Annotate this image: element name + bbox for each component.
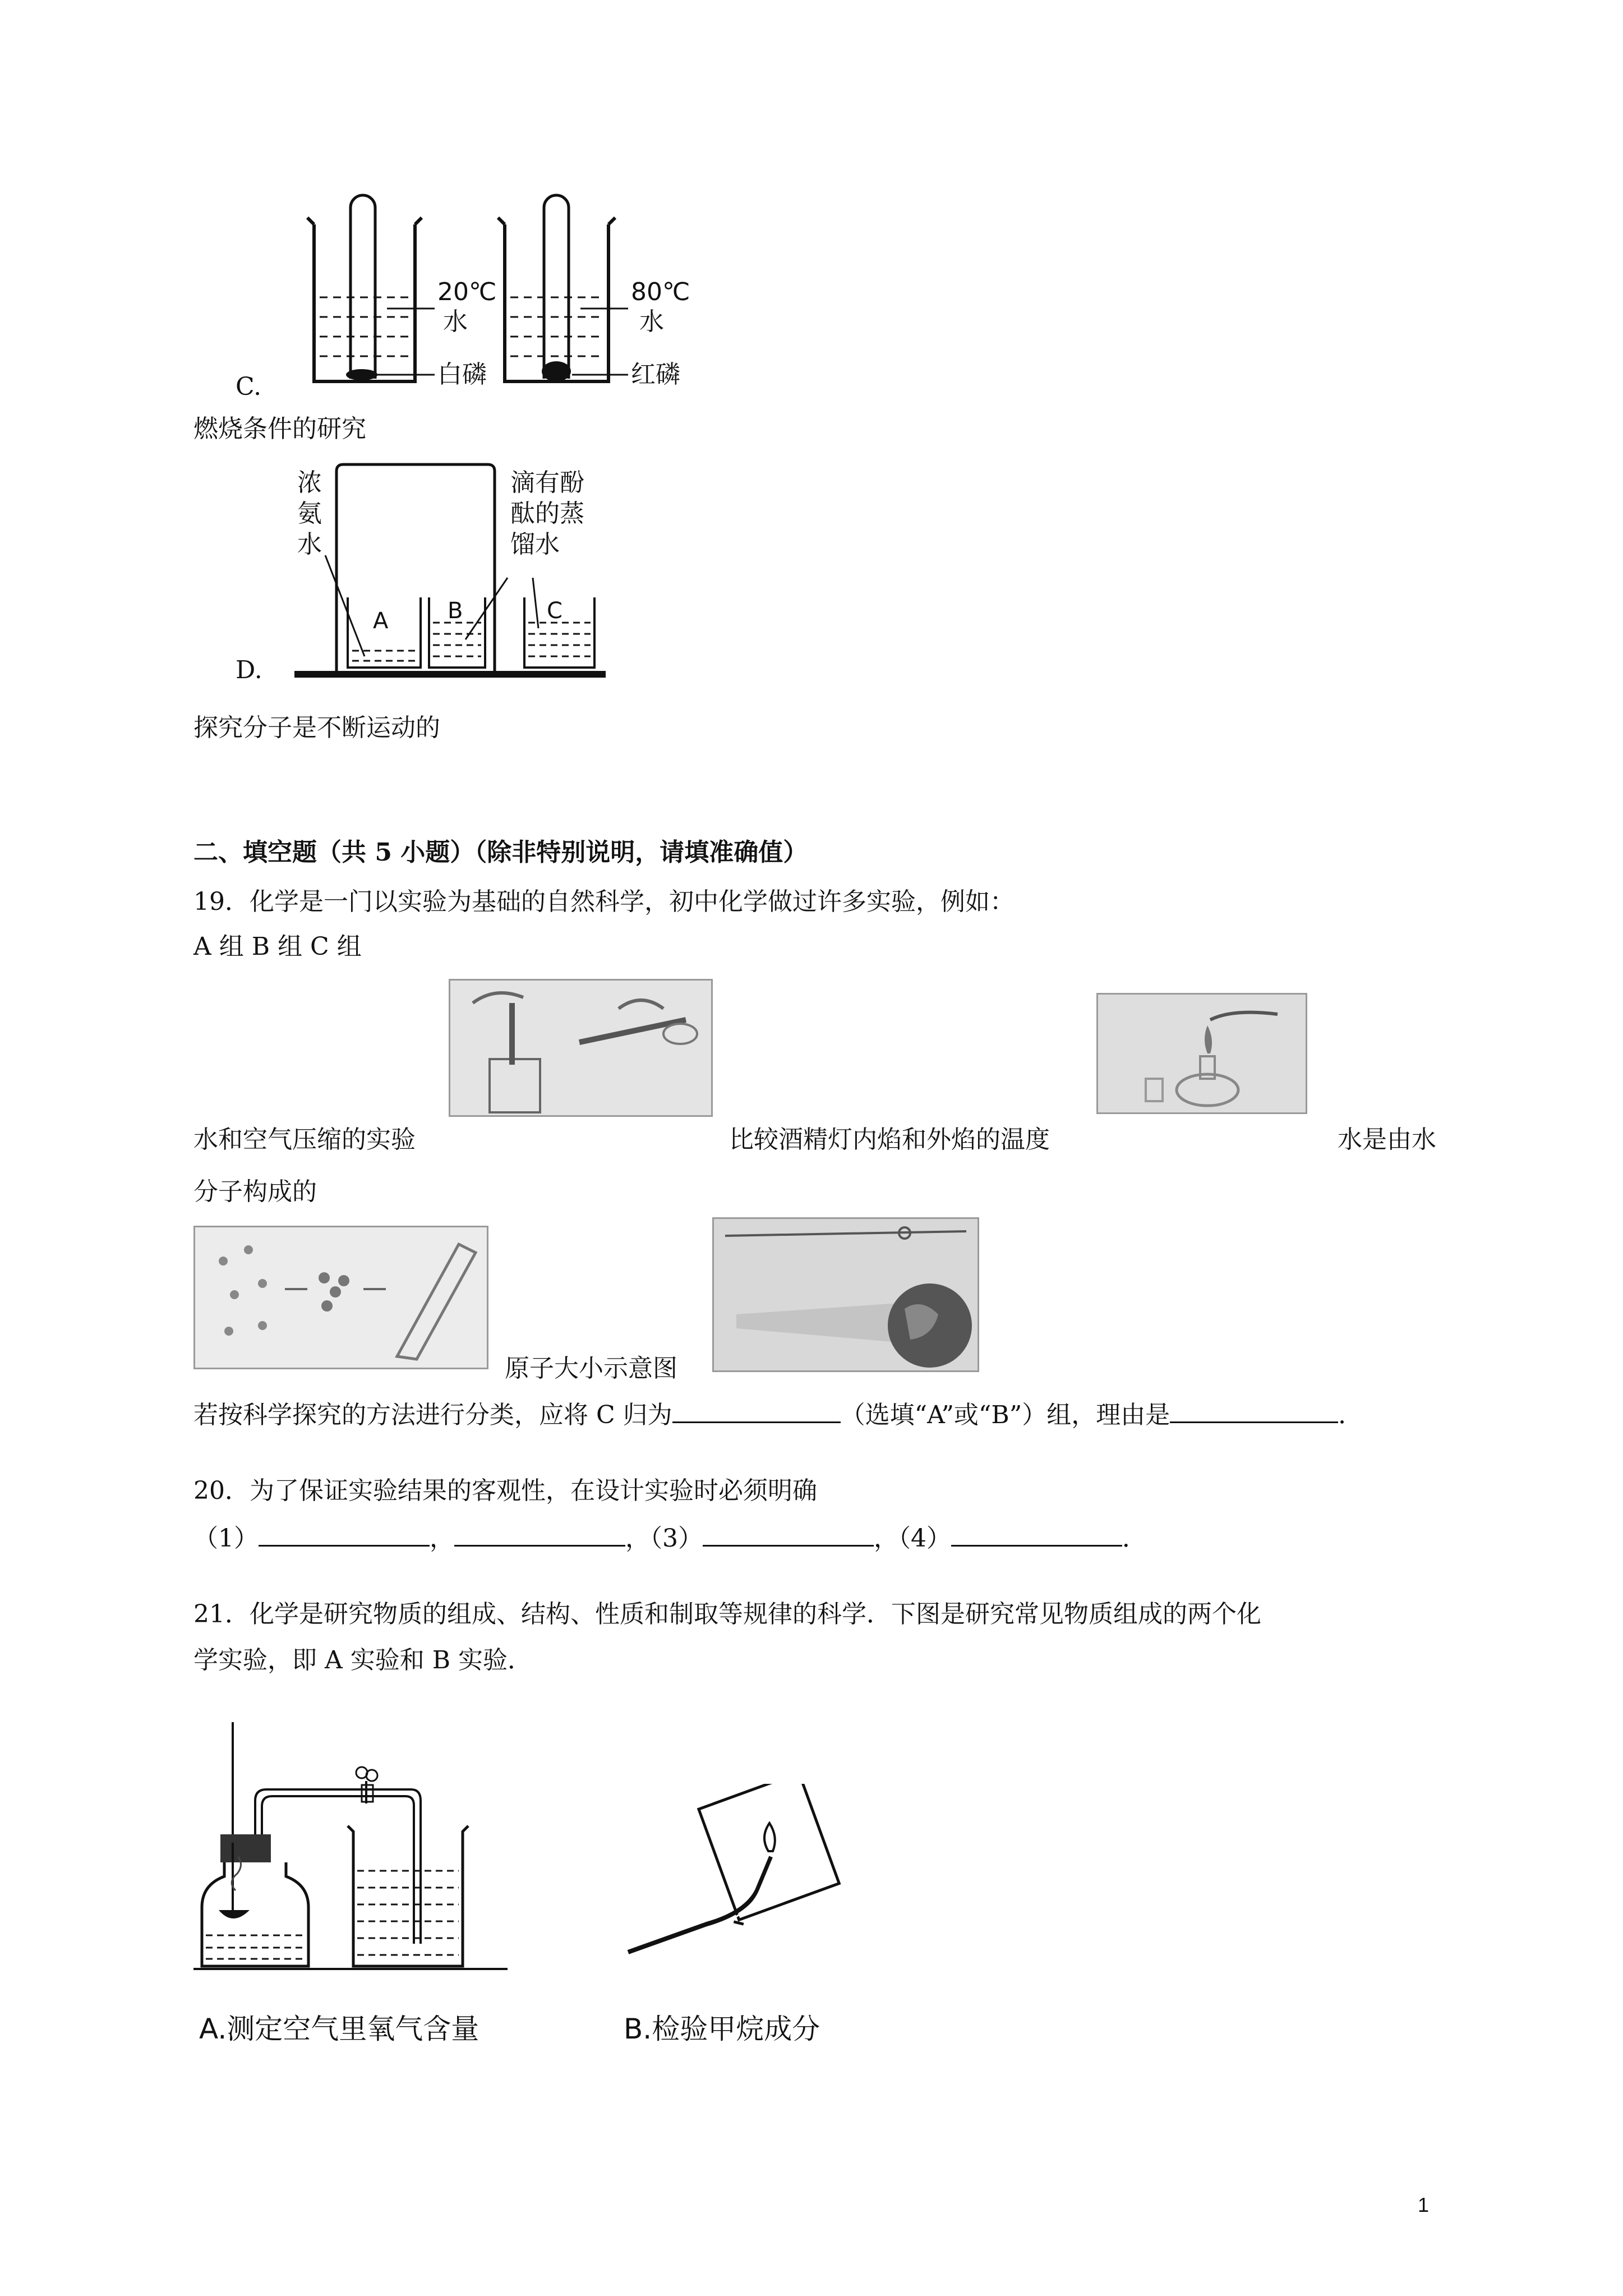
right-temp-label: 80℃ — [631, 278, 690, 306]
oxygen-measurement-apparatus — [193, 1722, 541, 1975]
option-c-caption: 燃烧条件的研究 — [193, 415, 366, 443]
ammonia-label-line-1: 浓 — [297, 468, 322, 497]
caption-b: B.检验甲烷成分 — [624, 2013, 820, 2045]
q19-answer-blank-reason[interactable] — [1170, 1397, 1338, 1423]
phenol-label-line-2: 酞的蒸 — [510, 499, 584, 528]
q20-blank-3[interactable] — [703, 1520, 874, 1547]
q19-question-end: ． — [1338, 1401, 1363, 1429]
q19-groups: A 组 B 组 C 组 — [193, 932, 362, 961]
ammonia-label-line-3: 水 — [297, 530, 322, 559]
molecule-motion-figure — [292, 460, 639, 684]
phenol-label-line-3: 馏水 — [510, 530, 560, 559]
methane-test-apparatus — [617, 1784, 852, 1963]
right-solid-label: 红磷 — [631, 360, 680, 389]
beaker-b-label: B — [448, 598, 463, 624]
caption-a: A.测定空气里氧气含量 — [199, 2013, 479, 2045]
ammonia-label-line-2: 氨 — [297, 499, 322, 528]
option-d-letter: D. — [236, 656, 262, 684]
option-d-caption: 探究分子是不断运动的 — [193, 714, 440, 742]
q20-end: ． — [1122, 1524, 1147, 1553]
q20-item-1-label: （1） — [193, 1524, 259, 1553]
q20-sep-1: ， — [430, 1524, 454, 1553]
q20-stem: 20．为了保证实验结果的客观性，在设计实验时必须明确 — [193, 1476, 817, 1505]
beaker-c-label: C — [547, 598, 562, 624]
q20-blank-2[interactable] — [454, 1520, 625, 1547]
exp3-label-line-2: 分子构成的 — [193, 1177, 317, 1206]
phenol-label-line-1: 滴有酚 — [510, 468, 584, 497]
q20-blank-4[interactable] — [951, 1520, 1122, 1547]
q21-stem-line-2: 学实验，即 A 实验和 B 实验． — [193, 1646, 533, 1674]
page-number: 1 — [1418, 2193, 1430, 2216]
q19-answer-blank-group[interactable] — [672, 1397, 841, 1423]
exp2-label: 比较酒精灯内焰和外焰的温度 — [729, 1125, 1050, 1154]
q19-stem: 19．化学是一门以实验为基础的自然科学，初中化学做过许多实验，例如： — [193, 887, 1015, 916]
beaker-a-label: A — [373, 608, 389, 634]
left-solid-label: 白磷 — [437, 360, 487, 389]
water-molecule-photo — [193, 1226, 488, 1369]
left-temp-label: 20℃ — [437, 278, 497, 306]
exp1-label: 水和空气压缩的实验 — [193, 1125, 416, 1154]
section-2-heading: 二、填空题（共 5 小题）（除非特别说明，请填准确值） — [193, 838, 808, 867]
q19-question-pre: 若按科学探究的方法进行分类，应将 C 归为 — [193, 1401, 672, 1429]
alcohol-lamp-photo — [1096, 993, 1307, 1114]
q19-question-mid: （选填“A”或“B”）组，理由是 — [840, 1401, 1170, 1429]
exp3-label-line-1: 水是由水 — [1338, 1125, 1436, 1154]
right-liquid-label: 水 — [639, 307, 664, 336]
combustion-apparatus-figure — [303, 191, 740, 398]
q21-stem-line-1: 21．化学是研究物质的组成、结构、性质和制取等规律的科学．下图是研究常见物质组成的两个化 — [193, 1600, 1261, 1628]
q20-sep-2: ，（3） — [625, 1524, 703, 1553]
q20-sep-3: ，（4） — [874, 1524, 951, 1553]
compression-experiment-photo — [449, 979, 713, 1117]
atom-size-photo — [712, 1217, 979, 1372]
option-c-letter: C. — [236, 372, 262, 401]
exp5-label: 原子大小示意图 — [505, 1354, 677, 1383]
left-liquid-label: 水 — [443, 307, 468, 336]
q20-blank-1[interactable] — [259, 1520, 430, 1547]
